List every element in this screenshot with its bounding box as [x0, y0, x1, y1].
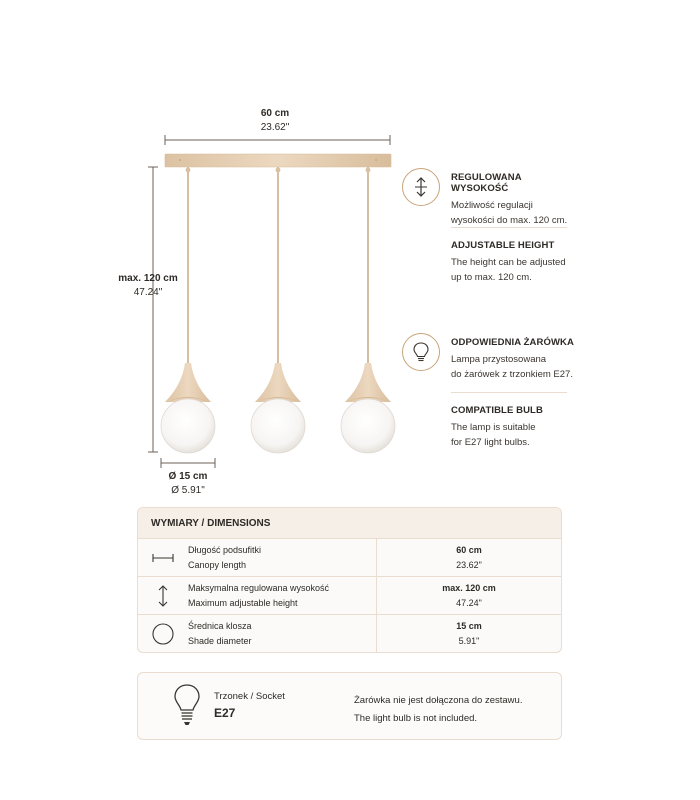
- value-in: 47.24": [456, 597, 482, 608]
- lamp-head-left: [161, 363, 215, 453]
- label-pl: Długość podsufitki: [188, 544, 262, 555]
- feature-pl-bulb: [451, 337, 591, 382]
- feature-en-height: [451, 240, 581, 285]
- value-cm: 15 cm: [456, 621, 482, 631]
- feature-line: wysokości do max. 120 cm.: [451, 215, 568, 226]
- socket-value: E27: [214, 706, 236, 720]
- row-label: [188, 615, 377, 653]
- feature-title: ADJUSTABLE HEIGHT: [451, 240, 555, 251]
- table-row: [138, 577, 561, 615]
- lamp-head-right: [341, 363, 395, 453]
- value-in: 23.62": [456, 559, 482, 570]
- feature-en-bulb: [451, 405, 581, 450]
- row-value: [377, 539, 561, 576]
- socket-label: Trzonek / Socket: [214, 691, 285, 702]
- shade-dimension-line: [161, 458, 215, 468]
- up-down-arrow-icon: [402, 168, 440, 206]
- table-row: [138, 539, 561, 577]
- socket-info-box: [137, 672, 562, 740]
- height-arrow-icon: [138, 577, 188, 614]
- row-label: [188, 539, 377, 576]
- dimensions-table: [137, 507, 562, 653]
- canopy-bar: [165, 154, 391, 167]
- value-cm: 60 cm: [456, 544, 482, 555]
- table-row: [138, 615, 561, 653]
- width-arrow-icon: [138, 539, 188, 576]
- value-cm: max. 120 cm: [442, 582, 496, 593]
- bulb-note: [354, 692, 522, 728]
- feature-line: do żarówek z trzonkiem E27.: [451, 369, 573, 380]
- feature-line: Lampa przystosowana: [451, 354, 547, 365]
- label-en: Canopy length: [188, 559, 247, 570]
- divider: [451, 227, 567, 228]
- feature-line: The lamp is suitable: [451, 422, 536, 433]
- divider: [451, 392, 567, 393]
- note-pl: Żarówka nie jest dołączona do zestawu.: [354, 695, 523, 706]
- feature-title: REGULOWANA WYSOKOŚĆ: [451, 172, 522, 194]
- height-label: [112, 272, 184, 300]
- feature-line: Możliwość regulacji: [451, 200, 533, 211]
- value-in: 5.91": [458, 636, 480, 646]
- row-label: [188, 577, 377, 614]
- row-value: [377, 577, 561, 614]
- label-pl: Maksymalna regulowana wysokość: [188, 582, 330, 593]
- feature-line: up to max. 120 cm.: [451, 272, 532, 283]
- shade-cm: Ø 15 cm: [168, 471, 208, 482]
- table-title: WYMIARY / DIMENSIONS: [138, 508, 561, 539]
- lamp-drawing: [110, 130, 410, 500]
- label-en: Shade diameter: [188, 636, 252, 646]
- canopy-width-cm: 60 cm: [260, 108, 290, 119]
- height-in: 47.24": [133, 287, 163, 298]
- feature-title: ODPOWIEDNIA ŻARÓWKA: [451, 337, 574, 348]
- bulb-icon: [172, 683, 202, 732]
- height-dimension-line: [148, 167, 158, 452]
- socket-label-group: [214, 691, 285, 720]
- shade-in: Ø 5.91": [171, 485, 205, 496]
- row-value: [377, 615, 561, 653]
- lamp-head-middle: [251, 363, 305, 453]
- circle-diameter-icon: [138, 615, 188, 653]
- light-bulb-icon: [402, 333, 440, 371]
- note-en: The light bulb is not included.: [354, 713, 478, 724]
- feature-line: The height can be adjusted: [451, 257, 566, 268]
- label-en: Maximum adjustable height: [188, 597, 298, 608]
- canopy-width-in: 23.62": [260, 122, 290, 133]
- height-cm: max. 120 cm: [118, 273, 178, 284]
- label-pl: Średnica klosza: [188, 621, 252, 631]
- shade-label: [150, 470, 226, 498]
- feature-line: for E27 light bulbs.: [451, 437, 530, 448]
- width-dimension-line: [165, 135, 390, 145]
- feature-pl-height: [451, 172, 581, 228]
- feature-title: COMPATIBLE BULB: [451, 405, 543, 416]
